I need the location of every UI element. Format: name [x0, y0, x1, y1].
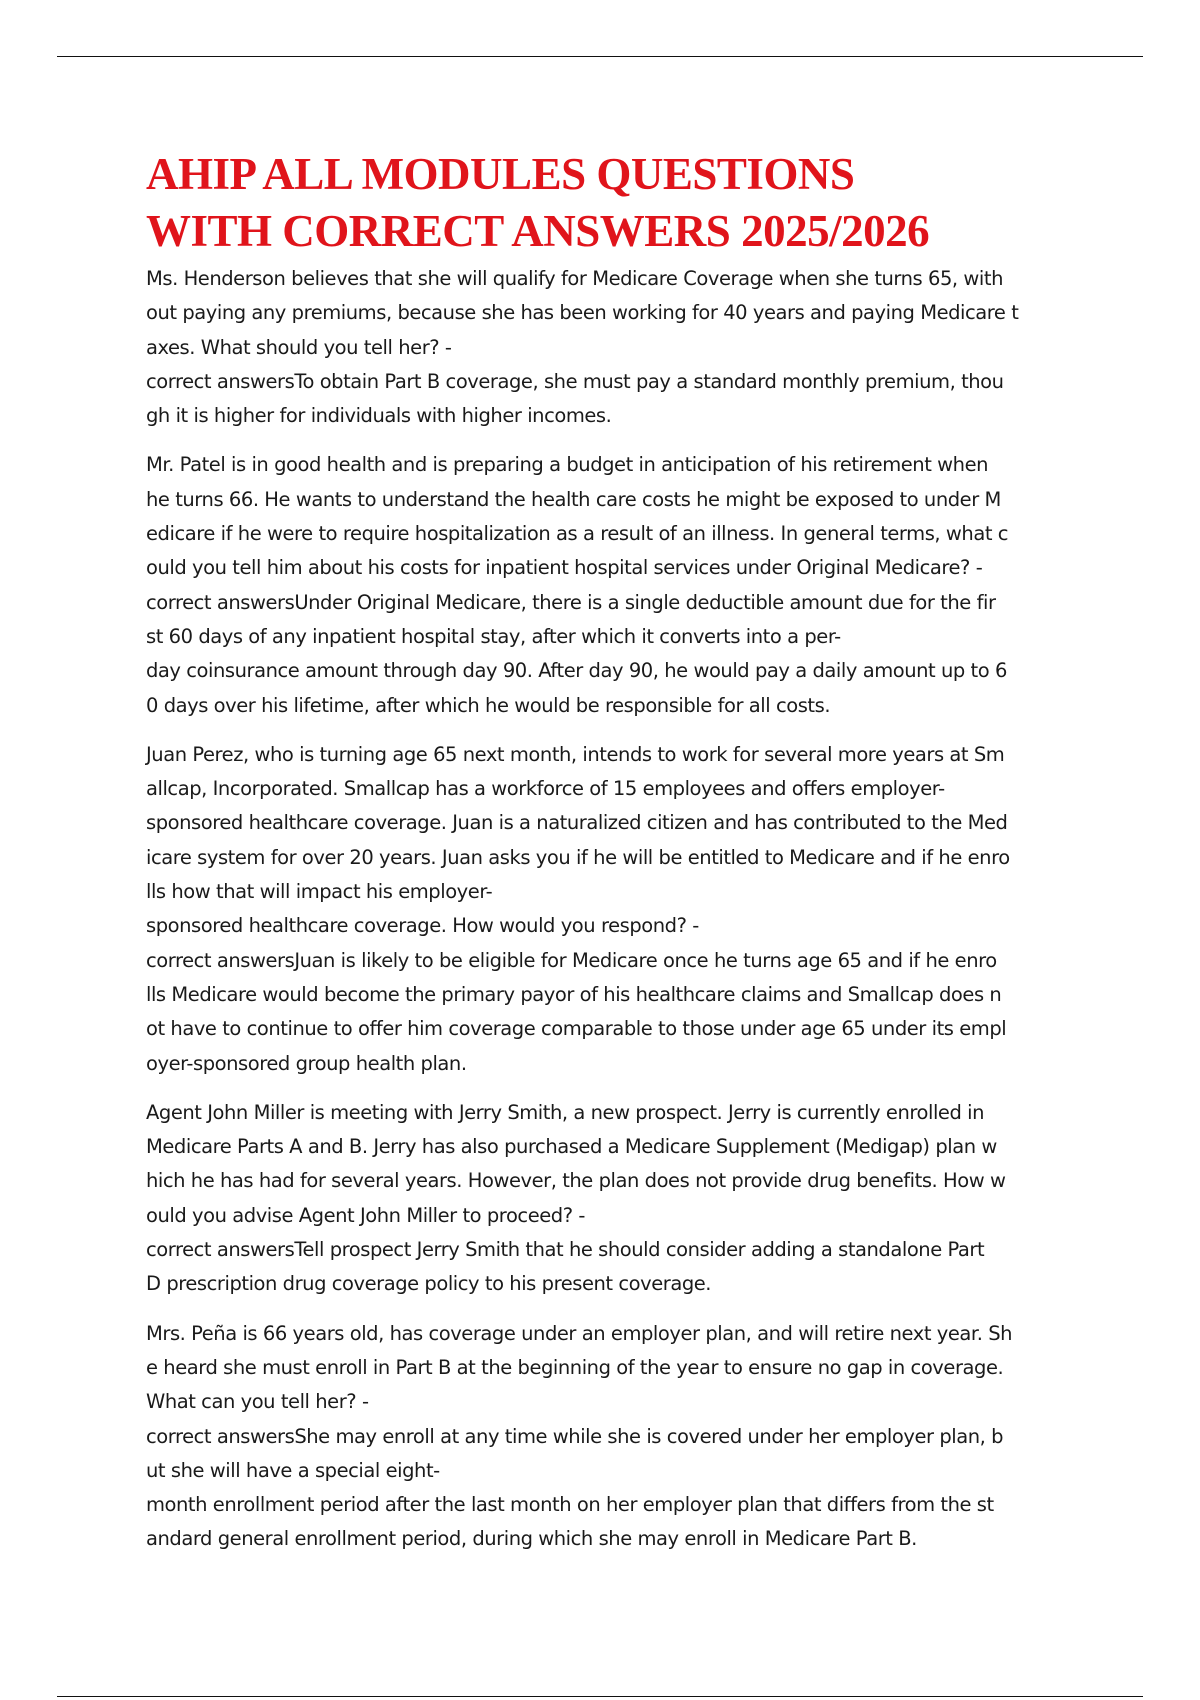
qa-text-line: allcap, Incorporated. Smallcap has a workforce of 15 employees and offers employer- — [146, 777, 945, 801]
qa-text-line: lls how that will impact his employer- — [146, 880, 493, 904]
qa-text-line: ut she will have a special eight- — [146, 1458, 440, 1482]
document-body — [146, 146, 1066, 1572]
qa-text-line: icare system for over 20 years. Juan asks you if he will be entitled to Medicare and if he enro — [146, 845, 1010, 869]
qa-text-line: correct answersJuan is likely to be eligible for Medicare once he turns age 65 and if he enro — [146, 948, 997, 972]
qa-text-line: oyer-sponsored group health plan. — [146, 1051, 467, 1075]
qa-text-line: 0 days over his lifetime, after which he would be responsible for all costs. — [146, 693, 831, 717]
qa-block — [146, 1096, 1066, 1302]
qa-text-line: Agent John Miller is meeting with Jerry Smith, a new prospect. Jerry is currently enrolled in — [146, 1100, 985, 1124]
qa-block — [146, 262, 1066, 433]
qa-text-line: out paying any premiums, because she has been working for 40 years and paying Medicare t — [146, 301, 1019, 325]
title-line: AHIP ALL MODULES QUESTIONS — [146, 149, 855, 199]
title-line: WITH CORRECT ANSWERS 2025/2026 — [146, 206, 930, 256]
qa-text-line: andard general enrollment period, during which she may enroll in Medicare Part B. — [146, 1527, 917, 1551]
footer-rule — [57, 1696, 1143, 1697]
qa-text-line: e heard she must enroll in Part B at the beginning of the year to ensure no gap in coverage. — [146, 1355, 1004, 1379]
qa-block — [146, 448, 1066, 722]
qa-text-line: Mrs. Peña is 66 years old, has coverage under an employer plan, and will retire next year. Sh — [146, 1321, 1013, 1345]
qa-block — [146, 738, 1066, 1081]
qa-text-line: hich he has had for several years. However, the plan does not provide drug benefits. How w — [146, 1169, 1006, 1193]
qa-text-line: Ms. Henderson believes that she will qualify for Medicare Coverage when she turns 65, with — [146, 267, 1003, 290]
qa-text-line: edicare if he were to require hospitalization as a result of an illness. In general terms, what c — [146, 522, 1009, 546]
qa-block — [146, 1317, 1066, 1557]
qa-text-line: What can you tell her? - — [146, 1390, 369, 1414]
qa-text-line: sponsored healthcare coverage. Juan is a naturalized citizen and has contributed to the Med — [146, 811, 1008, 835]
qa-text-line: correct answersTell prospect Jerry Smith that he should consider adding a standalone Part — [146, 1238, 985, 1262]
qa-text-line: month enrollment period after the last month on her employer plan that differs from the st — [146, 1493, 994, 1517]
qa-text-line: correct answersUnder Original Medicare, there is a single deductible amount due for the fir — [146, 590, 996, 614]
qa-text-line: ould you advise Agent John Miller to proceed? - — [146, 1203, 585, 1227]
qa-text-line: lls Medicare would become the primary payor of his healthcare claims and Smallcap does n — [146, 982, 1002, 1006]
qa-text-line: ould you tell him about his costs for inpatient hospital services under Original Medicare? - — [146, 556, 983, 580]
qa-text-line: correct answersShe may enroll at any time while she is covered under her employer plan, b — [146, 1424, 1004, 1448]
qa-text-line: ot have to continue to offer him coverage comparable to those under age 65 under its empl — [146, 1017, 1007, 1041]
qa-text-line: day coinsurance amount through day 90. After day 90, he would pay a daily amount up to 6 — [146, 659, 1007, 683]
qa-text-line: gh it is higher for individuals with higher incomes. — [146, 404, 612, 428]
qa-text-line: Medicare Parts A and B. Jerry has also purchased a Medicare Supplement (Medigap) plan w — [146, 1135, 997, 1159]
qa-text-line: Mr. Patel is in good health and is preparing a budget in anticipation of his retirement when — [146, 453, 989, 477]
qa-text-line: he turns 66. He wants to understand the health care costs he might be exposed to under M — [146, 487, 1001, 511]
qa-text-line: Juan Perez, who is turning age 65 next month, intends to work for several more years at Sm — [146, 742, 1005, 766]
document-title — [146, 146, 1066, 260]
qa-text-line: axes. What should you tell her? - — [146, 335, 452, 359]
qa-text-line: st 60 days of any inpatient hospital stay, after which it converts into a per- — [146, 624, 841, 648]
qa-text-line: D prescription drug coverage policy to his present coverage. — [146, 1272, 712, 1296]
qa-list — [146, 262, 1066, 1557]
header-rule — [57, 56, 1143, 57]
qa-text-line: sponsored healthcare coverage. How would you respond? - — [146, 914, 699, 938]
qa-text-line: correct answersTo obtain Part B coverage, she must pay a standard monthly premium, thou — [146, 369, 1004, 393]
